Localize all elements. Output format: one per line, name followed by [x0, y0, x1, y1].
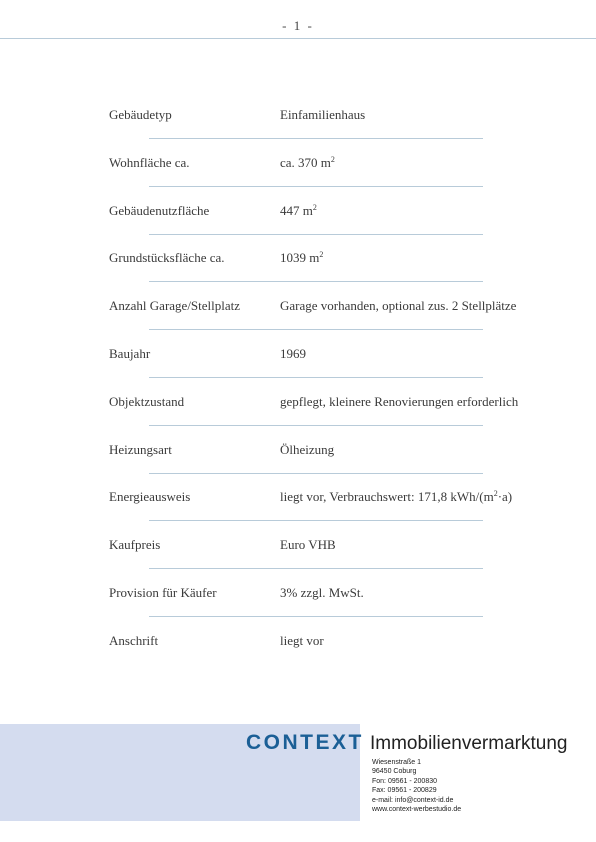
unit-superscript: 2	[493, 489, 498, 499]
fact-value: Einfamilienhaus	[280, 107, 366, 122]
fact-value: 447 $m^2$	[280, 202, 317, 218]
fact-row-baujahr	[0, 331, 596, 379]
email-address: e-mail: info@context-id.de	[372, 796, 454, 804]
fact-label: Gebäudetyp	[109, 107, 172, 122]
fact-value: Ölheizung	[280, 441, 335, 457]
fact-row-gebaeudenutzflaeche	[0, 188, 596, 236]
fact-row-kaufpreis	[0, 522, 596, 570]
fact-value: ca. 370 $m^2$	[280, 154, 335, 170]
address-street: Wiesenstraße 1	[372, 759, 422, 766]
unit-superscript: 2	[312, 202, 317, 212]
website-url: www.context-werbestudio.de	[372, 805, 462, 813]
property-facts-table	[0, 92, 596, 666]
unit-superscript: 2	[319, 250, 324, 260]
fact-value: gepflegt, kleinere Renovierungen erforderlich	[280, 393, 519, 409]
fact-row-grundstuecksflaeche	[0, 235, 596, 283]
fact-label: Grundstücksfläche ca.	[109, 250, 225, 266]
fact-label: Wohnfläche ca.	[109, 154, 190, 170]
fact-value: 1039 $m^2$	[280, 250, 324, 266]
fact-value: liegt vor, Verbrauchswert: 171,8 kWh/$(m^2\cdot a)$	[280, 489, 513, 505]
fact-label: Heizungsart	[109, 441, 172, 457]
fax-number: Fax: 09561 - 200829	[372, 787, 437, 795]
fact-value: liegt vor	[280, 632, 324, 648]
brand-logo: CONTEXT	[246, 731, 364, 754]
fact-row-gebaeudetyp	[0, 92, 596, 140]
fact-row-heizungsart	[0, 427, 596, 475]
top-divider	[0, 38, 596, 39]
fact-label: Gebäudenutzfläche	[109, 202, 210, 218]
fact-label: Kaufpreis	[109, 537, 161, 553]
fact-row-objektzustand	[0, 379, 596, 427]
fact-value: Euro VHB	[280, 537, 336, 553]
page-number: - 1 -	[282, 18, 314, 33]
fact-label: Anschrift	[109, 632, 159, 648]
fact-value: 3% zzgl. MwSt.	[280, 584, 364, 600]
fact-value: Garage vorhanden, optional zus. 2 Stellplätze	[280, 298, 517, 314]
fact-label: Energieausweis	[109, 489, 191, 505]
contact-block	[372, 758, 461, 814]
fact-row-energieausweis	[0, 474, 596, 522]
fact-label: Provision für Käufer	[109, 584, 217, 600]
fact-row-garage	[0, 283, 596, 331]
fact-label: Objektzustand	[109, 393, 185, 409]
fact-row-wohnflaeche	[0, 140, 596, 188]
fact-label: Baujahr	[109, 345, 151, 361]
fact-row-provision	[0, 570, 596, 618]
fact-value: 1969	[280, 345, 306, 361]
fact-row-anschrift	[0, 618, 596, 666]
brand-tagline: Immobilienvermarktung	[370, 733, 568, 754]
unit-superscript: 2	[330, 154, 335, 164]
phone-number: Fon: 09561 - 200830	[372, 777, 437, 785]
address-city: 96450 Coburg	[372, 768, 417, 776]
fact-label: Anzahl Garage/Stellplatz	[109, 298, 241, 314]
